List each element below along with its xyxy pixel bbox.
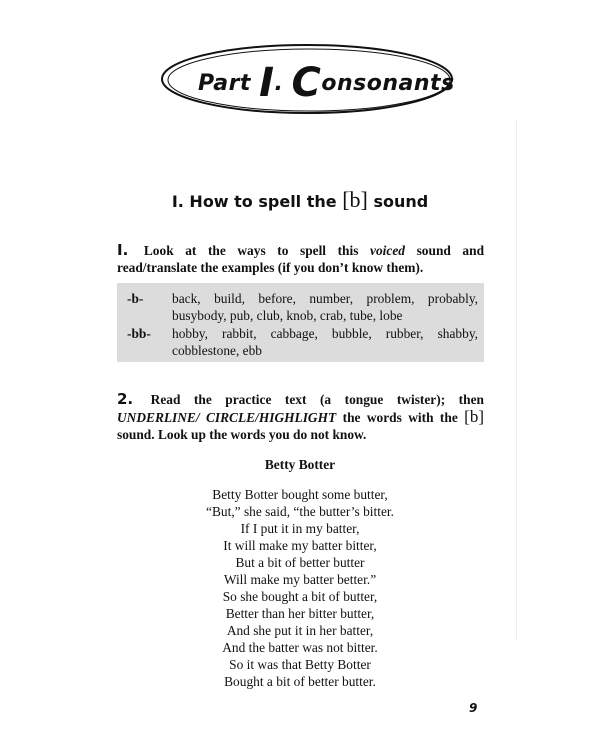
part-prefix: Part (198, 71, 251, 96)
poem-line: It will make my batter bitter, (223, 538, 377, 553)
exercise-2-text-after: sound. Look up the words you do not know. (117, 427, 367, 442)
spelling-label: -b- (127, 291, 144, 306)
poem-line: So it was that Betty Botter (229, 657, 371, 672)
page-edge-shadow (516, 120, 517, 640)
exercise-1-number: I. (117, 241, 129, 259)
exercise-1-text-after: sound and read/translate the examples (if you don’t know them). (117, 243, 485, 275)
spelling-examples: hobby, rabbit, cabbage, bubble, rubber, shabby, cobblestone, ebb (172, 326, 478, 358)
exercise-2-emphasis: UNDERLINE/ CIRCLE/HIGHLIGHT (117, 410, 337, 425)
section-sound: [b] (342, 187, 368, 212)
section-heading (170, 187, 430, 213)
poem-line: And the batter was not bitter. (222, 640, 378, 655)
poem-line: And she put it in her batter, (226, 623, 374, 638)
exercise-2-instruction (117, 391, 484, 443)
poem-line: Will make my batter better.” (223, 572, 377, 587)
poem-line: If I put it in my batter, (240, 521, 360, 536)
poem-title: Betty Botter (264, 457, 336, 472)
exercise-1-emphasis: voiced (370, 243, 405, 258)
exercise-1-instruction (117, 242, 484, 276)
exercise-2-number: 2. (117, 390, 134, 408)
part-number: I (259, 60, 275, 106)
section-number: I. (171, 192, 184, 211)
poem-line: But a bit of better butter (235, 555, 365, 570)
section-title-before: How to spell the (189, 192, 337, 211)
poem-line: Betty Botter bought some butter, (212, 487, 388, 502)
poem-line: “But,” she said, “the butter’s bitter. (206, 504, 394, 519)
poem-body (150, 486, 450, 690)
title-rest: onsonants (321, 71, 455, 96)
exercise-1-text-before: Look at the ways to spell this (143, 243, 359, 258)
exercise-2-text-before: Read the practice text (a tongue twister); then (150, 392, 484, 407)
poem-line: Bought a bit of better butter. (224, 674, 376, 689)
poem-line: Better than her bitter butter, (225, 606, 375, 621)
title-initial: C (291, 60, 322, 106)
exercise-2-text-mid: the words with the (342, 410, 458, 425)
spelling-examples-box (117, 283, 484, 362)
part-title (198, 60, 455, 106)
poem-line: So she bought a bit of butter, (222, 589, 378, 604)
section-title-after: sound (373, 192, 429, 211)
spelling-label: -bb- (127, 326, 151, 341)
page-number: 9 (469, 701, 478, 715)
exercise-2-sound: [b] (464, 407, 484, 426)
part-dot: . (274, 71, 284, 96)
spelling-examples: back, build, before, number, problem, probably, busybody, pub, club, knob, crab, tube, lobe (172, 291, 478, 323)
